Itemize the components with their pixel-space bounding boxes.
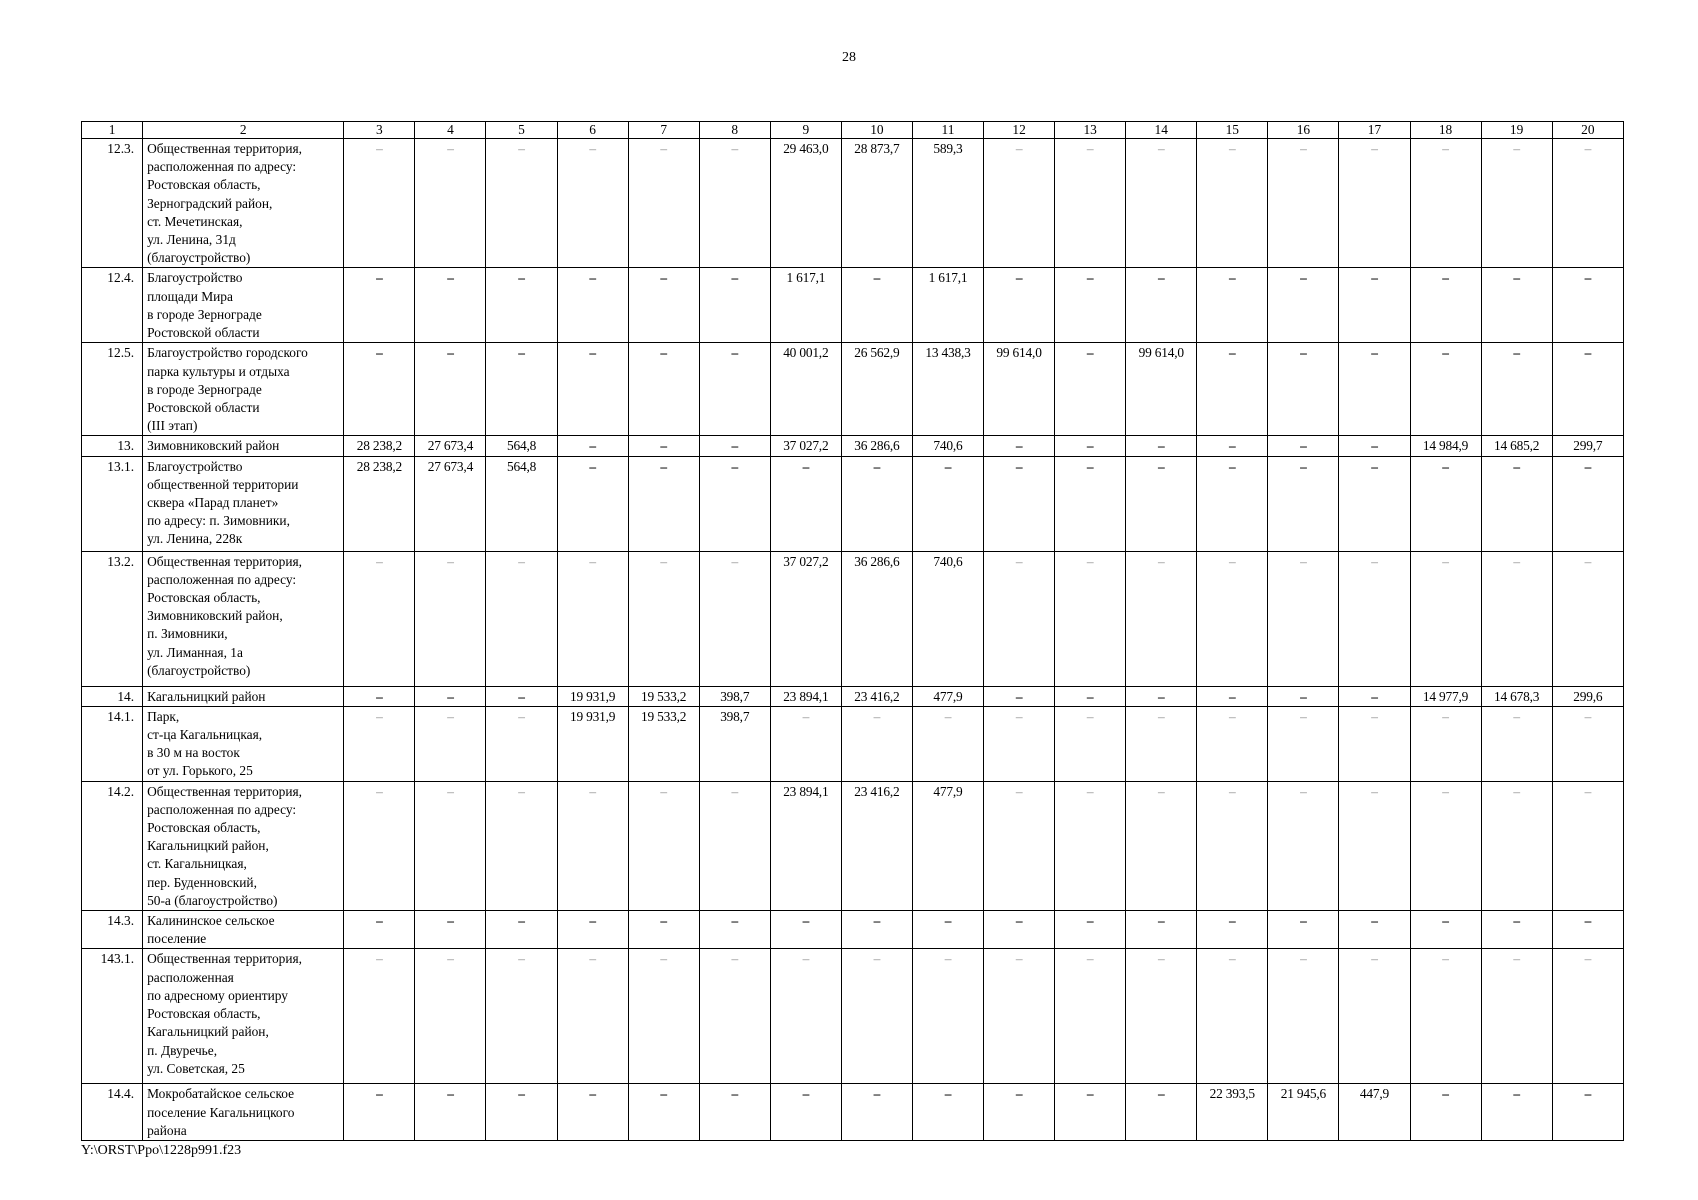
value-cell: – [770, 1084, 841, 1141]
value-cell: 14 678,3 [1481, 686, 1552, 706]
value-cell: – [628, 343, 699, 436]
value-cell: – [770, 456, 841, 551]
value-cell: – [1339, 436, 1410, 456]
column-header: 5 [486, 122, 557, 139]
value-cell: 99 614,0 [984, 343, 1055, 436]
column-header: 3 [344, 122, 415, 139]
value-cell: – [841, 706, 912, 781]
value-cell: 398,7 [699, 706, 770, 781]
value-cell: – [1552, 706, 1623, 781]
value-cell: 299,6 [1552, 686, 1623, 706]
value-cell: – [770, 911, 841, 949]
value-cell: – [557, 781, 628, 910]
value-cell: – [1268, 686, 1339, 706]
row-name: Парк, ст-ца Кагальницкая, в 30 м на восток от ул. Горького, 25 [143, 706, 344, 781]
value-cell: – [344, 911, 415, 949]
value-cell: – [1268, 343, 1339, 436]
value-cell: 1 617,1 [770, 268, 841, 343]
value-cell: – [1481, 706, 1552, 781]
value-cell: – [486, 911, 557, 949]
row-number: 14.3. [82, 911, 143, 949]
value-cell: 13 438,3 [912, 343, 983, 436]
value-cell: – [841, 268, 912, 343]
table-row [82, 436, 1624, 456]
value-cell: – [628, 949, 699, 1084]
row-number: 12.4. [82, 268, 143, 343]
value-cell: 27 673,4 [415, 456, 486, 551]
value-cell: – [628, 551, 699, 686]
value-cell: – [1410, 456, 1481, 551]
value-cell: 14 977,9 [1410, 686, 1481, 706]
value-cell: – [628, 1084, 699, 1141]
value-cell: 19 931,9 [557, 706, 628, 781]
value-cell: – [628, 456, 699, 551]
value-cell: – [1339, 911, 1410, 949]
table-row [82, 1084, 1624, 1141]
value-cell: – [1481, 781, 1552, 910]
row-name: Благоустройство общественной территории сквера «Парад планет» по адресу: п. Зимовники, ул. Ленина, 228к [143, 456, 344, 551]
value-cell: – [1410, 949, 1481, 1084]
column-header: 11 [912, 122, 983, 139]
value-cell: – [557, 911, 628, 949]
value-cell: – [699, 268, 770, 343]
column-header: 4 [415, 122, 486, 139]
value-cell: – [344, 686, 415, 706]
row-number: 14.2. [82, 781, 143, 910]
value-cell: – [699, 139, 770, 268]
column-header: 14 [1126, 122, 1197, 139]
value-cell: – [699, 1084, 770, 1141]
row-number: 14.1. [82, 706, 143, 781]
value-cell: – [1339, 781, 1410, 910]
value-cell: – [1552, 343, 1623, 436]
value-cell: – [1268, 781, 1339, 910]
value-cell: – [415, 781, 486, 910]
value-cell: – [1197, 949, 1268, 1084]
column-header: 15 [1197, 122, 1268, 139]
value-cell: – [1055, 706, 1126, 781]
header-row [82, 122, 1624, 139]
row-number: 143.1. [82, 949, 143, 1084]
value-cell: – [1552, 551, 1623, 686]
value-cell: 398,7 [699, 686, 770, 706]
value-cell: – [1268, 911, 1339, 949]
value-cell: – [344, 268, 415, 343]
row-name: Общественная территория, расположенная по адресу: Ростовская область, Зерноградский район, ст. Мечетинская, ул. Ленина, 31д (благоустройство) [143, 139, 344, 268]
value-cell: – [415, 686, 486, 706]
value-cell: – [1197, 343, 1268, 436]
table-row [82, 139, 1624, 268]
value-cell: – [1410, 706, 1481, 781]
value-cell: – [1481, 268, 1552, 343]
value-cell: – [486, 551, 557, 686]
value-cell: – [1197, 139, 1268, 268]
value-cell: 26 562,9 [841, 343, 912, 436]
value-cell: – [557, 268, 628, 343]
value-cell: – [415, 1084, 486, 1141]
value-cell: – [1481, 1084, 1552, 1141]
column-header: 20 [1552, 122, 1623, 139]
value-cell: 19 533,2 [628, 686, 699, 706]
value-cell: – [557, 139, 628, 268]
table-row [82, 268, 1624, 343]
value-cell: – [415, 911, 486, 949]
value-cell: – [1268, 268, 1339, 343]
value-cell: 36 286,6 [841, 436, 912, 456]
value-cell: – [415, 139, 486, 268]
value-cell: – [1055, 343, 1126, 436]
column-header: 16 [1268, 122, 1339, 139]
row-number: 13. [82, 436, 143, 456]
row-number: 12.5. [82, 343, 143, 436]
value-cell: – [1410, 781, 1481, 910]
page-number: 28 [842, 50, 856, 65]
value-cell: – [984, 268, 1055, 343]
value-cell: – [984, 436, 1055, 456]
value-cell: – [912, 949, 983, 1084]
budget-table [81, 121, 1624, 1141]
value-cell: – [1552, 456, 1623, 551]
value-cell: – [1268, 456, 1339, 551]
value-cell: – [1126, 949, 1197, 1084]
value-cell: – [1126, 1084, 1197, 1141]
value-cell: – [1268, 706, 1339, 781]
column-header: 7 [628, 122, 699, 139]
column-header: 8 [699, 122, 770, 139]
value-cell: – [486, 268, 557, 343]
table-row [82, 706, 1624, 781]
value-cell: – [344, 706, 415, 781]
value-cell: 447,9 [1339, 1084, 1410, 1141]
value-cell: – [1055, 1084, 1126, 1141]
value-cell: – [699, 436, 770, 456]
value-cell: – [628, 436, 699, 456]
value-cell: – [1197, 706, 1268, 781]
row-number: 14.4. [82, 1084, 143, 1141]
value-cell: – [628, 268, 699, 343]
value-cell: 99 614,0 [1126, 343, 1197, 436]
value-cell: – [628, 139, 699, 268]
value-cell: – [557, 436, 628, 456]
value-cell: – [1055, 268, 1126, 343]
value-cell: – [1410, 1084, 1481, 1141]
value-cell: – [912, 706, 983, 781]
value-cell: – [1268, 551, 1339, 686]
value-cell: 23 416,2 [841, 781, 912, 910]
value-cell: – [1197, 268, 1268, 343]
table-row [82, 343, 1624, 436]
value-cell: 22 393,5 [1197, 1084, 1268, 1141]
value-cell: – [699, 949, 770, 1084]
column-header: 19 [1481, 122, 1552, 139]
value-cell: – [1410, 911, 1481, 949]
value-cell: – [984, 781, 1055, 910]
row-name: Кагальницкий район [143, 686, 344, 706]
value-cell: – [415, 343, 486, 436]
value-cell: – [841, 911, 912, 949]
value-cell: 29 463,0 [770, 139, 841, 268]
value-cell: – [1197, 911, 1268, 949]
value-cell: – [1339, 343, 1410, 436]
value-cell: – [1126, 781, 1197, 910]
column-header: 13 [1055, 122, 1126, 139]
value-cell: – [415, 949, 486, 1084]
value-cell: – [699, 343, 770, 436]
value-cell: – [415, 268, 486, 343]
value-cell: – [486, 343, 557, 436]
value-cell: – [1126, 268, 1197, 343]
value-cell: – [1481, 551, 1552, 686]
value-cell: – [1055, 139, 1126, 268]
row-name: Общественная территория, расположенная по адресу: Ростовская область, Зимовниковский район, п. Зимовники, ул. Лиманная, 1а (благоустройство) [143, 551, 344, 686]
value-cell: – [1410, 551, 1481, 686]
table-row [82, 551, 1624, 686]
value-cell: 40 001,2 [770, 343, 841, 436]
column-header: 18 [1410, 122, 1481, 139]
value-cell: – [1126, 139, 1197, 268]
value-cell: – [699, 911, 770, 949]
value-cell: – [1481, 456, 1552, 551]
value-cell: – [1481, 949, 1552, 1084]
value-cell: – [628, 911, 699, 949]
value-cell: – [1055, 686, 1126, 706]
value-cell: – [344, 949, 415, 1084]
value-cell: – [699, 781, 770, 910]
value-cell: 37 027,2 [770, 436, 841, 456]
row-number: 13.2. [82, 551, 143, 686]
value-cell: 299,7 [1552, 436, 1623, 456]
value-cell: 28 873,7 [841, 139, 912, 268]
value-cell: 589,3 [912, 139, 983, 268]
value-cell: – [1126, 436, 1197, 456]
value-cell: 37 027,2 [770, 551, 841, 686]
value-cell: – [1339, 139, 1410, 268]
value-cell: – [1055, 949, 1126, 1084]
table-row [82, 911, 1624, 949]
value-cell: – [1410, 139, 1481, 268]
value-cell: – [486, 706, 557, 781]
value-cell: 27 673,4 [415, 436, 486, 456]
value-cell: – [1055, 911, 1126, 949]
value-cell: – [1197, 436, 1268, 456]
value-cell: – [415, 551, 486, 686]
value-cell: 36 286,6 [841, 551, 912, 686]
value-cell: – [984, 911, 1055, 949]
value-cell: – [912, 911, 983, 949]
value-cell: 14 685,2 [1481, 436, 1552, 456]
value-cell: – [344, 1084, 415, 1141]
value-cell: – [1339, 456, 1410, 551]
value-cell: – [984, 1084, 1055, 1141]
value-cell: – [1552, 1084, 1623, 1141]
value-cell: – [344, 343, 415, 436]
value-cell: – [770, 949, 841, 1084]
row-name: Зимовниковский район [143, 436, 344, 456]
file-path-footer: Y:\ORST\Ppo\1228p991.f23 [81, 1143, 242, 1158]
row-name: Общественная территория, расположенная по адресному ориентиру Ростовская область, Кагальницкий район, п. Двуречье, ул. Советская, 25 [143, 949, 344, 1084]
value-cell: – [344, 551, 415, 686]
value-cell: – [1410, 343, 1481, 436]
value-cell: – [984, 949, 1055, 1084]
value-cell: – [1126, 911, 1197, 949]
value-cell: – [557, 343, 628, 436]
value-cell: 23 894,1 [770, 781, 841, 910]
column-header: 17 [1339, 122, 1410, 139]
column-header: 12 [984, 122, 1055, 139]
value-cell: 1 617,1 [912, 268, 983, 343]
value-cell: – [1339, 686, 1410, 706]
value-cell: – [984, 551, 1055, 686]
value-cell: 28 238,2 [344, 456, 415, 551]
row-name: Калининское сельское поселение [143, 911, 344, 949]
value-cell: – [1268, 436, 1339, 456]
row-number: 14. [82, 686, 143, 706]
value-cell: – [486, 949, 557, 1084]
value-cell: – [557, 1084, 628, 1141]
value-cell: – [1268, 949, 1339, 1084]
table-row [82, 686, 1624, 706]
value-cell: – [841, 456, 912, 551]
value-cell: – [1126, 686, 1197, 706]
value-cell: – [984, 139, 1055, 268]
value-cell: – [486, 1084, 557, 1141]
row-number: 12.3. [82, 139, 143, 268]
value-cell: – [1055, 781, 1126, 910]
value-cell: – [486, 686, 557, 706]
value-cell: 564,8 [486, 436, 557, 456]
value-cell: – [699, 456, 770, 551]
value-cell: – [1055, 456, 1126, 551]
value-cell: – [1126, 706, 1197, 781]
value-cell: – [1552, 139, 1623, 268]
value-cell: – [841, 949, 912, 1084]
value-cell: – [1481, 343, 1552, 436]
value-cell: 21 945,6 [1268, 1084, 1339, 1141]
table-row [82, 949, 1624, 1084]
column-header: 9 [770, 122, 841, 139]
table-row [82, 781, 1624, 910]
value-cell: – [770, 706, 841, 781]
value-cell: 23 416,2 [841, 686, 912, 706]
value-cell: – [1552, 781, 1623, 910]
row-name: Благоустройство городского парка культуры и отдыха в городе Зернограде Ростовской области (III этап) [143, 343, 344, 436]
value-cell: – [1197, 551, 1268, 686]
value-cell: – [1410, 268, 1481, 343]
value-cell: 14 984,9 [1410, 436, 1481, 456]
value-cell: 477,9 [912, 781, 983, 910]
value-cell: – [841, 1084, 912, 1141]
value-cell: 28 238,2 [344, 436, 415, 456]
value-cell: – [1339, 949, 1410, 1084]
value-cell: 19 931,9 [557, 686, 628, 706]
value-cell: – [984, 456, 1055, 551]
value-cell: – [1552, 949, 1623, 1084]
value-cell: 19 533,2 [628, 706, 699, 781]
value-cell: 23 894,1 [770, 686, 841, 706]
value-cell: – [1126, 551, 1197, 686]
column-header: 10 [841, 122, 912, 139]
value-cell: – [1481, 139, 1552, 268]
value-cell: – [1055, 436, 1126, 456]
value-cell: 477,9 [912, 686, 983, 706]
row-name: Мокробатайское сельское поселение Кагальницкого района [143, 1084, 344, 1141]
value-cell: – [1197, 456, 1268, 551]
value-cell: – [699, 551, 770, 686]
value-cell: – [415, 706, 486, 781]
value-cell: – [1481, 911, 1552, 949]
value-cell: – [1197, 781, 1268, 910]
value-cell: – [486, 139, 557, 268]
column-header: 6 [557, 122, 628, 139]
table-row [82, 456, 1624, 551]
value-cell: – [1126, 456, 1197, 551]
value-cell: 740,6 [912, 551, 983, 686]
value-cell: – [984, 706, 1055, 781]
value-cell: – [557, 949, 628, 1084]
value-cell: – [1339, 268, 1410, 343]
row-number: 13.1. [82, 456, 143, 551]
value-cell: – [984, 686, 1055, 706]
row-name: Общественная территория, расположенная по адресу: Ростовская область, Кагальницкий район, ст. Кагальницкая, пер. Буденновский, 50-а (благоустройство) [143, 781, 344, 910]
value-cell: – [1197, 686, 1268, 706]
row-name: Благоустройство площади Мира в городе Зернограде Ростовской области [143, 268, 344, 343]
value-cell: – [344, 139, 415, 268]
value-cell: – [1055, 551, 1126, 686]
value-cell: – [1552, 911, 1623, 949]
value-cell: – [1268, 139, 1339, 268]
value-cell: – [912, 456, 983, 551]
value-cell: – [344, 781, 415, 910]
value-cell: – [1339, 551, 1410, 686]
value-cell: – [1339, 706, 1410, 781]
value-cell: – [486, 781, 557, 910]
value-cell: 740,6 [912, 436, 983, 456]
value-cell: – [1552, 268, 1623, 343]
value-cell: – [912, 1084, 983, 1141]
column-header: 1 [82, 122, 143, 139]
value-cell: – [557, 551, 628, 686]
column-header: 2 [143, 122, 344, 139]
value-cell: – [557, 456, 628, 551]
value-cell: 564,8 [486, 456, 557, 551]
value-cell: – [628, 781, 699, 910]
